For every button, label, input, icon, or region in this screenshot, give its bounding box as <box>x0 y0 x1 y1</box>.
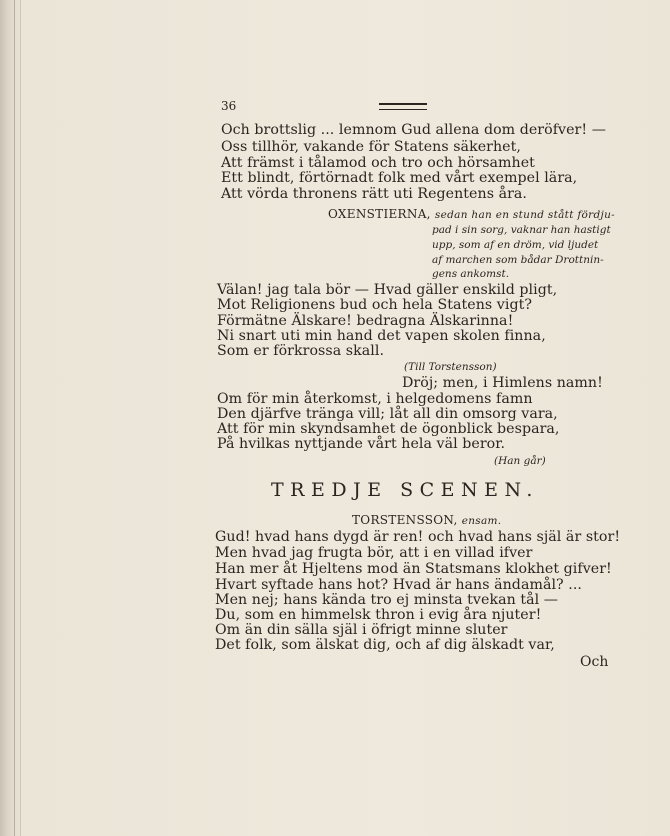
verse-line: Han mer åt Hjeltens mod än Statsmans klokhet gifver! <box>215 561 612 577</box>
verse-line: Att för min skyndsamhet de ögonblick bespara, <box>217 421 560 437</box>
verse-line: På hvilkas nyttjande vårt hela väl beror. <box>217 436 506 452</box>
page-gutter-inner <box>20 0 21 836</box>
verse-line: Dröj; men, i Himlens namn! <box>402 375 603 391</box>
verse-line: Oss tillhör, vakande för Statens säkerhet, <box>221 139 521 155</box>
speaker-label: TORSTENSSON, <box>352 513 458 527</box>
verse-line: Men nej; hans kända tro ej minsta tvekan tål — <box>215 592 558 608</box>
scene-speaker <box>352 513 501 527</box>
speaker-label: OXENSTIERNA, <box>328 207 431 221</box>
verse-line: Mot Religionens bud och hela Statens vigt? <box>217 297 532 313</box>
scene-heading: TREDJE SCENEN. <box>271 479 539 501</box>
stage-direction-line: sedan han en stund stått fördju- <box>434 209 615 221</box>
verse-line: Den djärfve tränga vill; låt all din omsorg vara, <box>217 406 558 422</box>
verse-line: Men hvad jag frugta bör, att i en villad ifver <box>215 545 533 561</box>
verse-line: Och brottslig ... lemnom Gud allena dom deröfver! — <box>221 122 606 138</box>
stage-direction-line: af marchen som bådar Drottnin- <box>432 254 604 266</box>
verse-line: Att vörda thronens rätt uti Regentens åra. <box>221 186 527 202</box>
speaker-name <box>328 207 615 221</box>
verse-line: Ett blindt, förtörnadt folk med vårt exempel lära, <box>221 170 578 186</box>
verse-line: Om för min återkomst, i helgedomens famn <box>217 391 533 407</box>
verse-line: Ni snart uti min hand det vapen skolen finna, <box>217 328 546 344</box>
page-gutter <box>14 0 15 836</box>
verse-line: Du, som en himmelsk thron i evig åra njuter! <box>215 607 542 623</box>
verse-line: Om än din sälla själ i öfrigt minne sluter <box>215 622 508 638</box>
catchword: Och <box>580 654 609 670</box>
speaker-direction: ensam. <box>461 515 502 527</box>
verse-line: Det folk, som älskat dig, och af dig älskadt var, <box>215 637 555 653</box>
stage-direction-line: pad i sin sorg, vaknar han hastigt <box>432 224 611 236</box>
stage-direction-line: gens ankomst. <box>432 268 510 280</box>
verse-line: Som er förkrossa skall. <box>217 343 385 359</box>
verse-line: Hvart syftade hans hot? Hvad är hans ändamål? ... <box>215 577 582 593</box>
verse-line: Välan! jag tala bör — Hvad gäller enskild pligt, <box>217 282 558 298</box>
page-number: 36 <box>221 99 237 113</box>
verse-line: Gud! hvad hans dygd är ren! och hvad hans själ är stor! <box>215 529 621 545</box>
stage-direction-line: upp, som af en dröm, vid ljudet <box>432 239 599 251</box>
stage-direction: (Han går) <box>494 455 546 467</box>
stage-direction: (Till Torstensson) <box>404 361 497 373</box>
header-rule-ornament <box>379 103 427 110</box>
verse-line: Att främst i tålamod och tro och hörsamhet <box>221 155 535 171</box>
verse-line: Förmätne Älskare! bedragna Älskarinna! <box>217 313 514 329</box>
